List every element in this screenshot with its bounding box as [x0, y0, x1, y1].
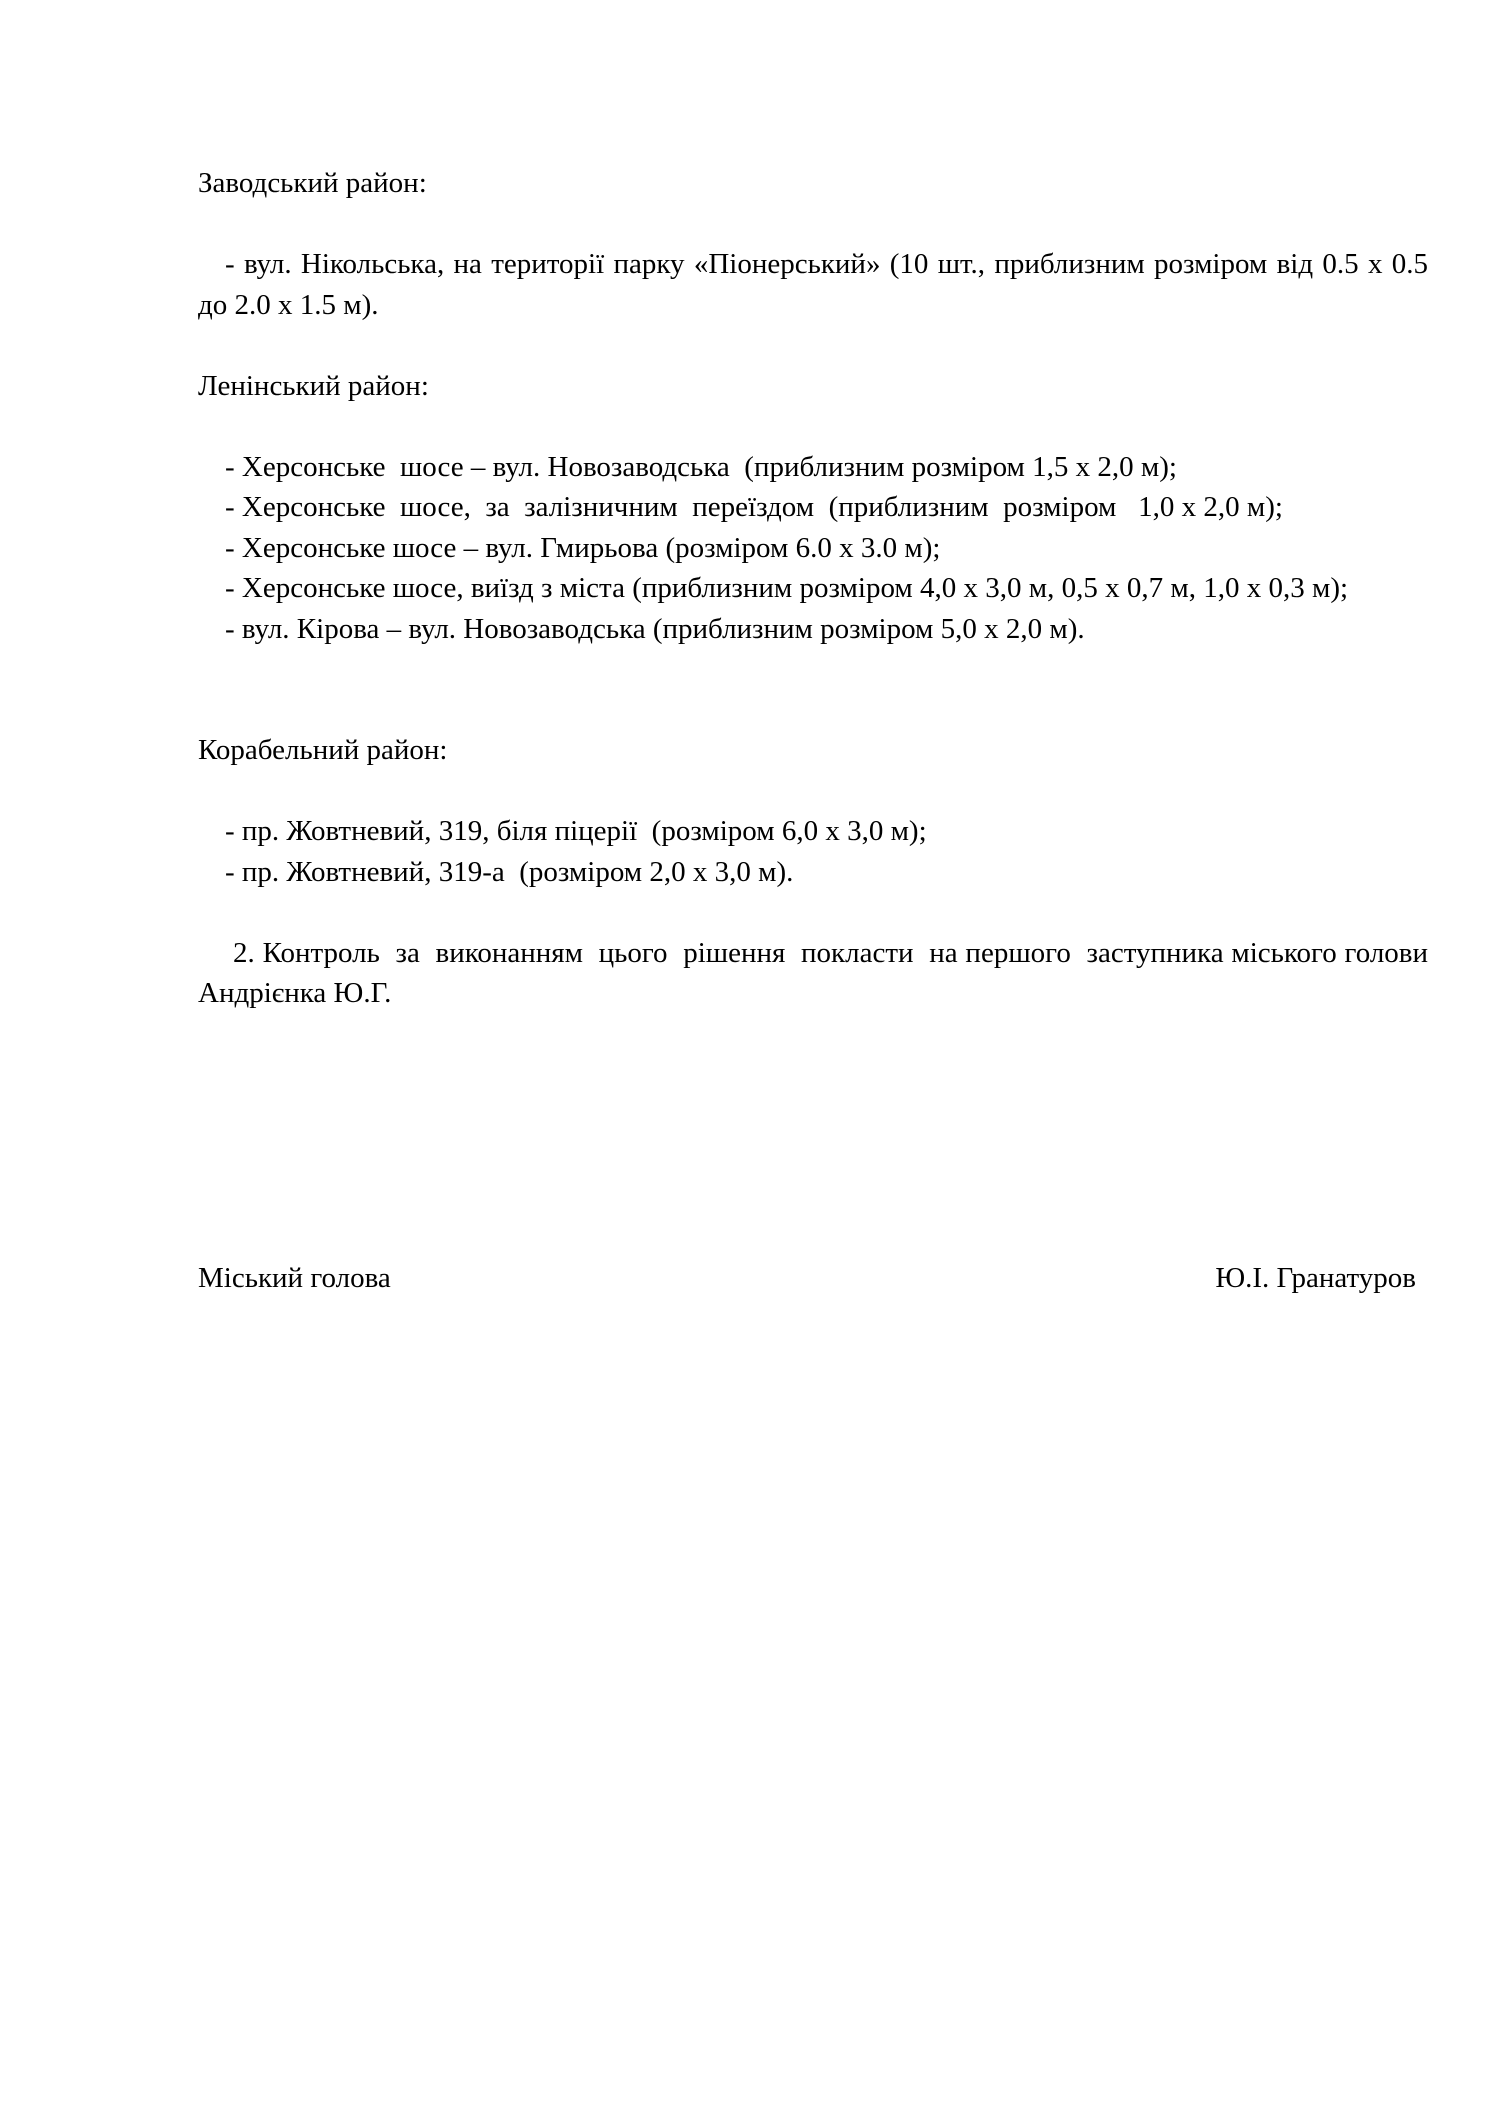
section-heading-leninskyi: Ленінський район:	[198, 369, 429, 402]
spacer	[198, 325, 1428, 366]
document-page	[198, 163, 1443, 1014]
signature-block	[198, 1258, 1416, 1299]
list-item: - пр. Жовтневий, 319-а (розміром 2,0 х 3,0 м).	[225, 855, 794, 888]
spacer	[198, 406, 1428, 447]
signature-name: Ю.І. Гранатуров	[1215, 1262, 1416, 1294]
spacer	[198, 771, 1428, 812]
control-paragraph: 2. Контроль за виконанням цього рішення покласти на першого заступника міського голови Андрієнка Ю.Г.	[198, 936, 1443, 1009]
spacer	[198, 204, 1428, 245]
spacer	[198, 649, 1428, 690]
section-heading-zavodskyi: Заводський район:	[198, 167, 427, 199]
list-item: - Херсонське шосе, виїзд з міста (приблизним розміром 4,0 х 3,0 м, 0,5 х 0,7 м, 1,0 х 0,3 м);	[225, 572, 1349, 604]
section-heading-korabelnyi: Корабельний район:	[198, 734, 448, 766]
list-item: - вул. Нікольська, на території парку «Піонерський» (10 шт., приблизним розміром від 0.5 х 0.5 до 2.0 х 1.5 м).	[198, 248, 1436, 321]
list-item: - вул. Кірова – вул. Новозаводська (приблизним розміром 5,0 х 2,0 м).	[225, 612, 1085, 645]
spacer	[198, 690, 1428, 731]
list-item: - Херсонське шосе – вул. Гмирьова (розміром 6.0 х 3.0 м);	[225, 531, 941, 564]
list-item: - Херсонське шосе, за залізничним переїздом (приблизним розміром 1,0 х 2,0 м);	[225, 491, 1283, 523]
list-item: - Херсонське шосе – вул. Новозаводська (приблизним розміром 1,5 х 2,0 м);	[225, 450, 1177, 483]
list-item: - пр. Жовтневий, 319, біля піцерії (розміром 6,0 х 3,0 м);	[225, 815, 927, 847]
spacer	[198, 892, 1428, 933]
signature-title: Міський голова	[198, 1262, 391, 1294]
